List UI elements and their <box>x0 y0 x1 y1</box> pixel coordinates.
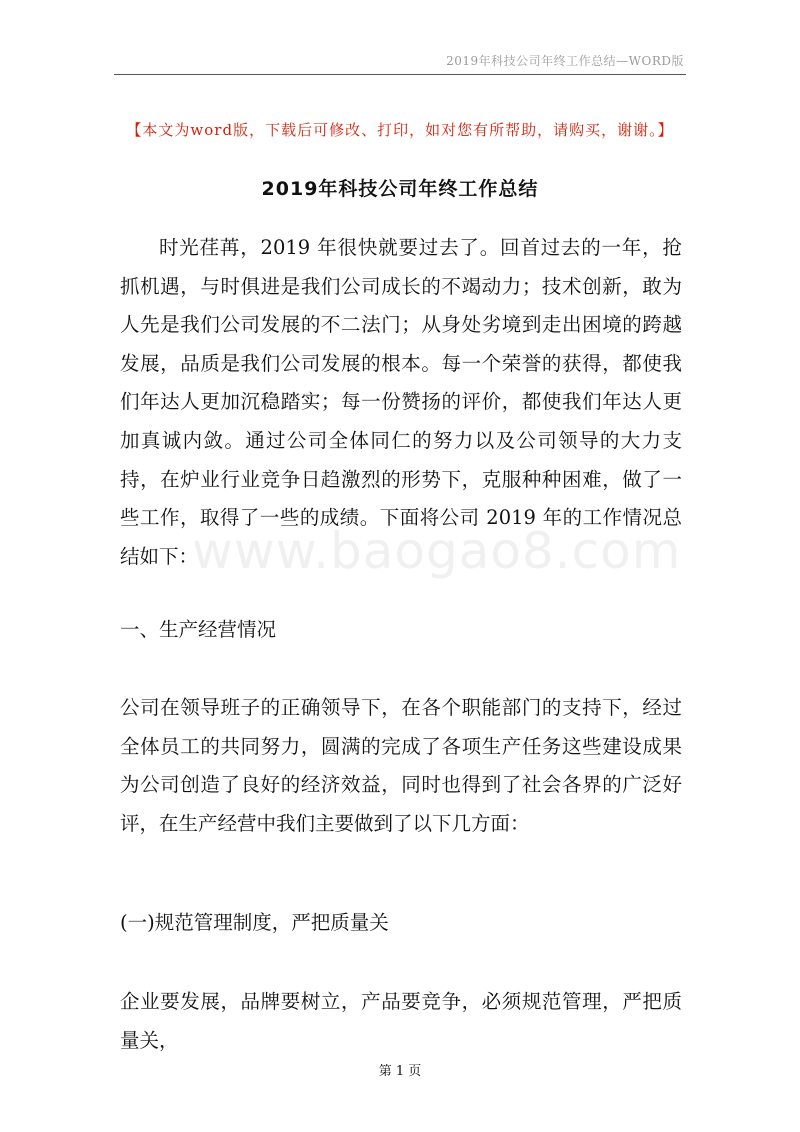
header-divider <box>114 74 686 75</box>
download-notice: 【本文为word版，下载后可修改、打印，如对您有所帮助，请购买，谢谢。】 <box>126 121 674 139</box>
running-header: 2019年科技公司年终工作总结—WORD版 <box>446 54 684 68</box>
watermark: www.baogao8.com <box>192 522 682 580</box>
page-number: 第 1 页 <box>378 1064 422 1079</box>
quality-paragraph: 企业要发展，品牌要树立，产品要竞争，必须规范管理，严把质量关， <box>120 990 682 1052</box>
subsection-heading-quality: (一)规范管理制度，严把质量关 <box>120 911 389 934</box>
section-heading-production: 一、生产经营情况 <box>120 618 277 641</box>
intro-paragraph: 时光荏苒，2019 年很快就要过去了。回首过去的一年，抢抓机遇，与时俱进是我们公司成长的不竭动力；技术创新，敢为人先是我们公司发展的不二法门；从身处劣境到走出困境的跨越发展，品质是我们公司发展的根本。每一个荣誉的获得，都使我们年达人更加沉稳踏实；每一份赞扬的评价，都使我们年达人更加真诚内敛。通过公司全体同仁的努力以及公司领导的大力支持，在炉业行业竞争日趋激烈的形势下，克服种种困难，做了一些工作，取得了一些的成绩。下面将公司 2019 年的工作情况总结如下： <box>120 236 682 568</box>
document-title: 2019年科技公司年终工作总结 <box>261 178 539 200</box>
production-paragraph: 公司在领导班子的正确领导下，在各个职能部门的支持下，经过全体员工的共同努力，圆满的完成了各项生产任务这些建设成果为公司创造了良好的经济效益，同时也得到了社会各界的广泛好评，在生产经营中我们主要做到了以下几方面： <box>120 696 682 835</box>
